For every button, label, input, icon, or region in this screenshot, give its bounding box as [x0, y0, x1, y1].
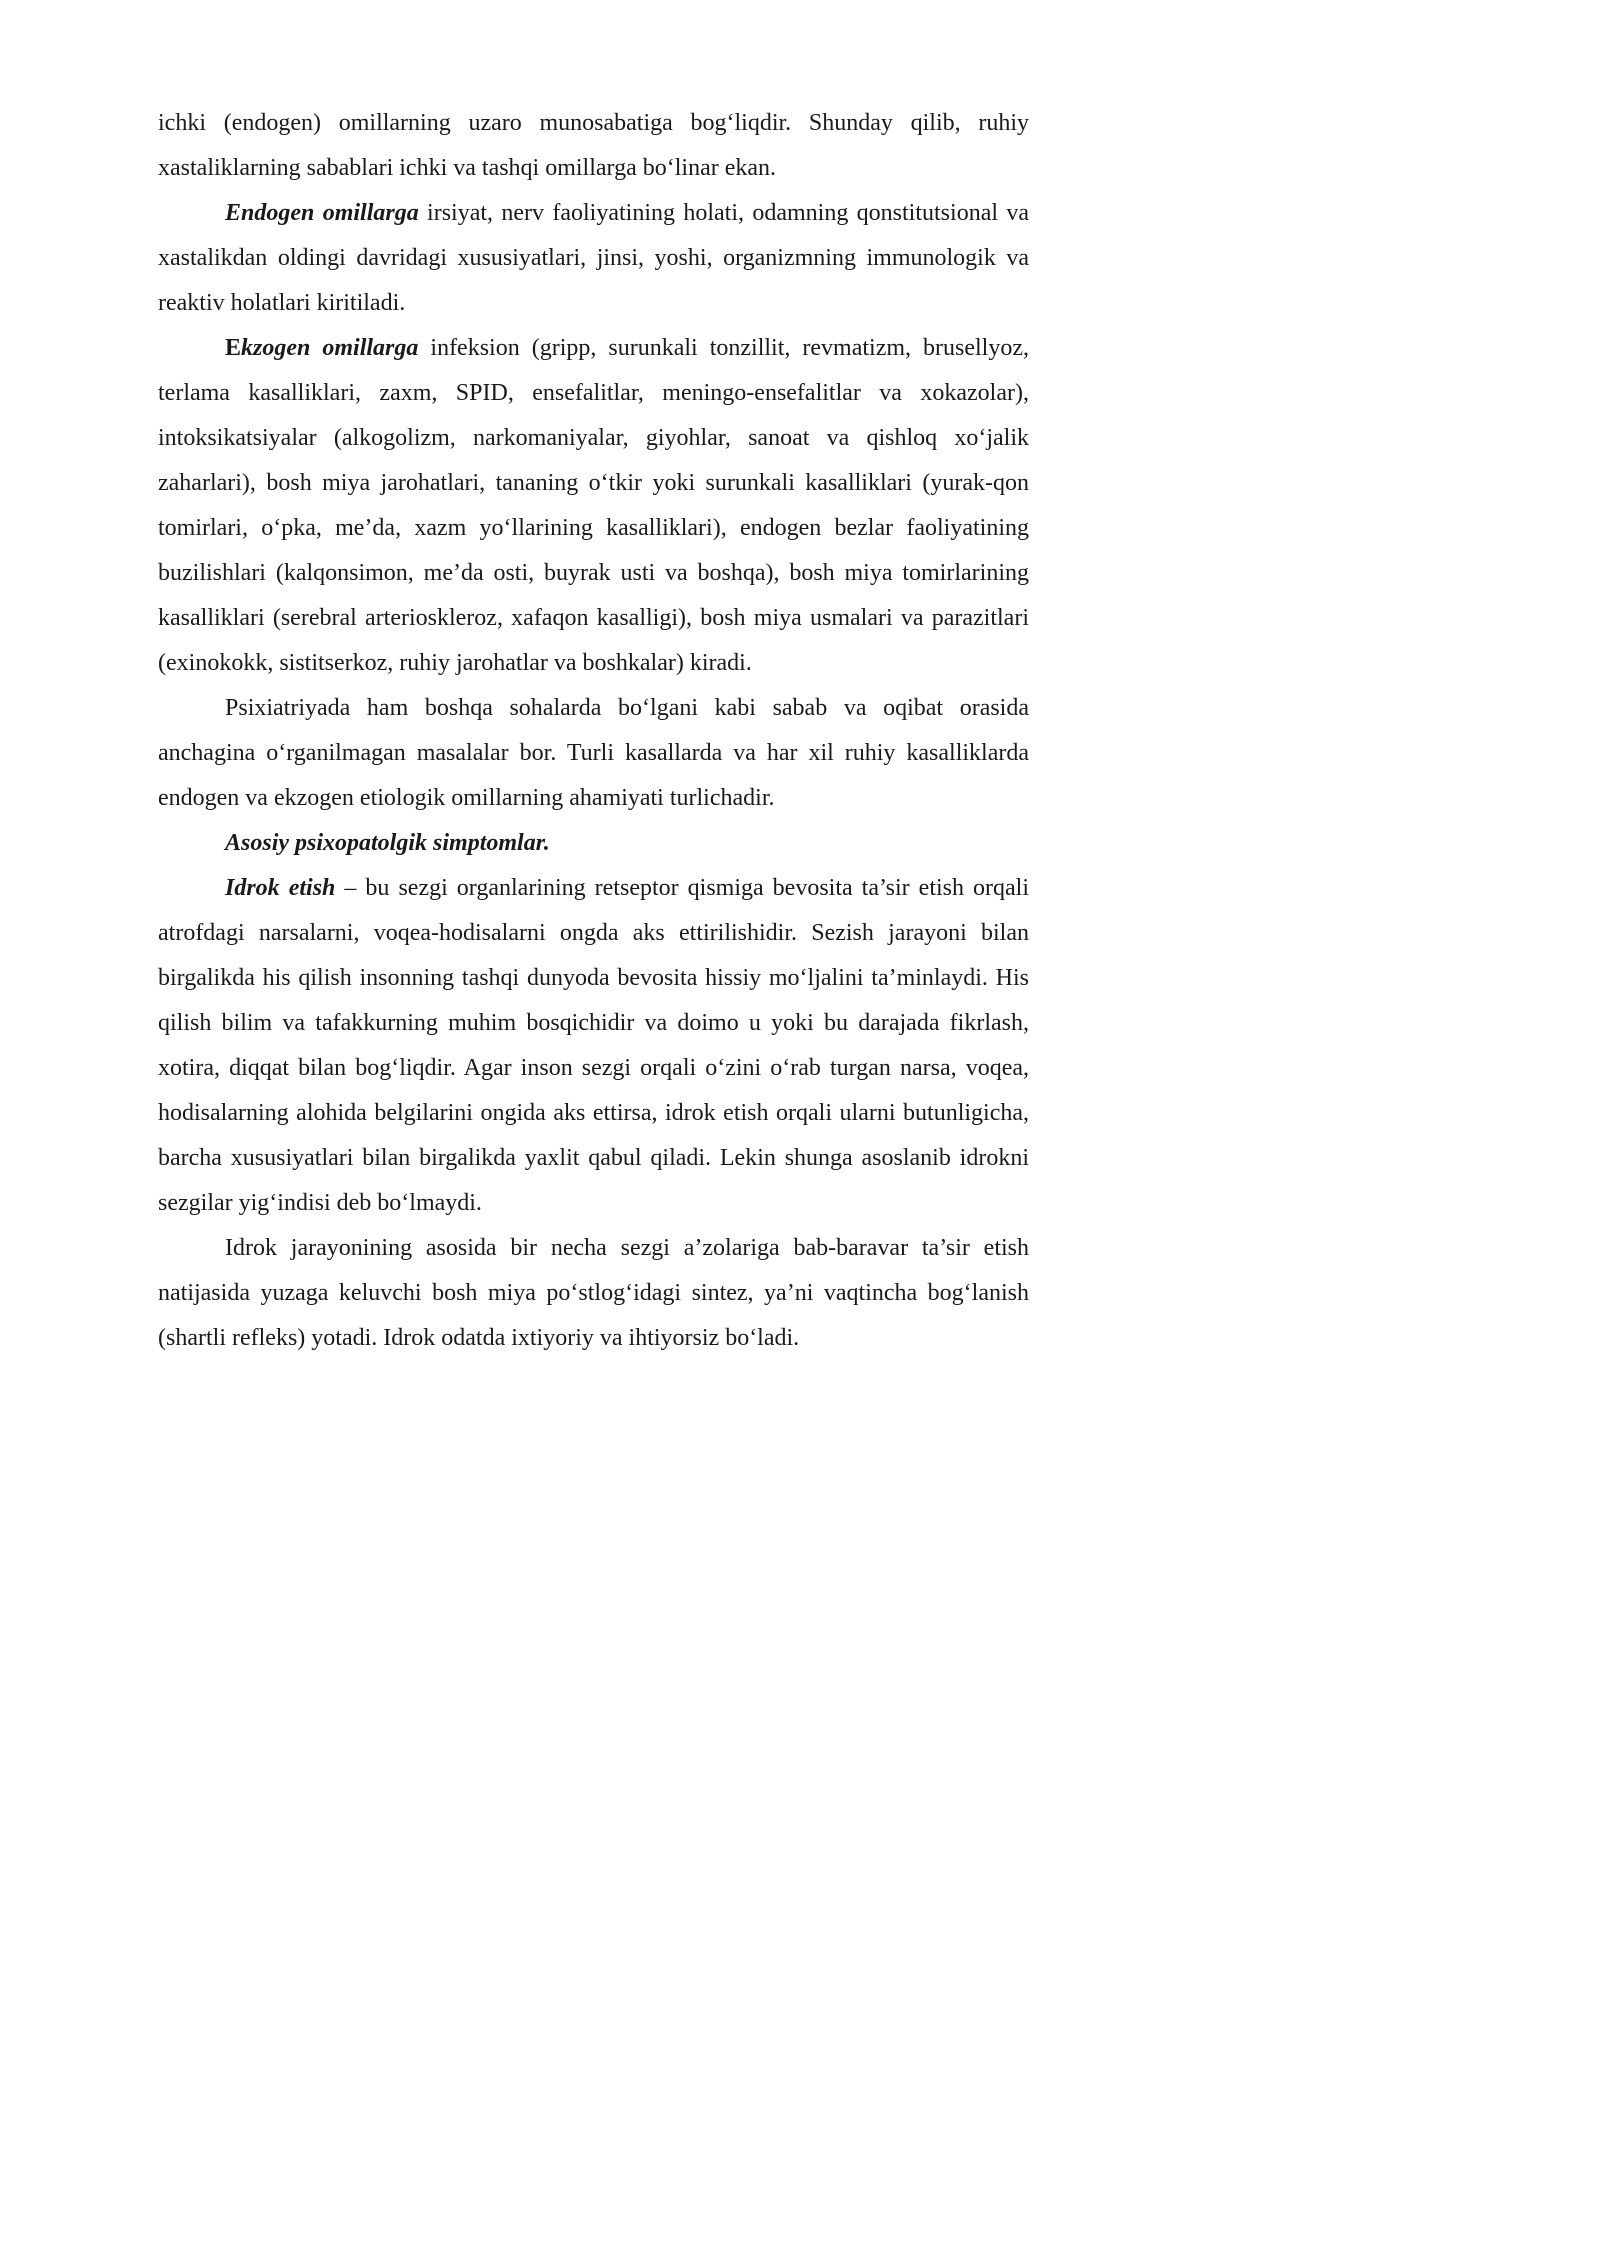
paragraph-idrok-jarayoni — [158, 1226, 1029, 1361]
paragraph-text: Psixiatriyada ham boshqa sohalarda bo‘lgani kabi sabab va oqibat orasida anchagina o‘rganilmagan masalalar bor. Turli kasallarda va har xil ruhiy kasalliklarda endogen va ekzogen etiologik omillarning ahamiyati turlichadir. — [158, 695, 1029, 811]
paragraph-psixiatriya — [158, 686, 1029, 821]
paragraph-continuation — [158, 101, 1029, 191]
heading-asosiy-simptomlar: Asosiy psixopatolgik simptomlar. — [225, 830, 550, 856]
paragraph-ekzogen — [158, 326, 1029, 686]
term-ekzogen-initial: E — [225, 335, 242, 361]
paragraph-text: infeksion (gripp, surunkali tonzillit, revmatizm, brusellyoz, terlama kasalliklari, zaxm, SPID, ensefalitlar, meningo-ensefalitlar va xokazolar), intoksikatsiyalar (alkogolizm, narkomaniyalar, giyohlar, sanoat va qishloq xo‘jalik zaharlari), bosh miya jarohatlari, tananing o‘tkir yoki surunkali kasalliklari (yurak-qon tomirlari, o‘pka, me’da, xazm yo‘llarining kasalliklari), endogen bezlar faoliyatining buzilishlari (kalqonsimon, me’da osti, buyrak usti va boshqa), bosh miya tomirlarining kasalliklari (serebral arterioskleroz, xafaqon kasalligi), bosh miya usmalari va parazitlari (exinokokk, sistitserkoz, ruhiy jarohatlar va boshkalar) kiradi. — [158, 335, 1030, 676]
paragraph-idrok-etish — [158, 866, 1029, 1226]
term-idrok-etish: Idrok etish — [225, 875, 336, 901]
paragraph-text: ichki (endogen) omillarning uzaro munosabatiga bog‘liqdir. Shunday qilib, ruhiy xastaliklarning sabablari ichki va tashqi omillarga bo‘linar ekan. — [158, 110, 1029, 181]
document-page — [158, 101, 1029, 1361]
paragraph-text: Idrok jarayonining asosida bir necha sezgi a’zolariga bab-baravar ta’sir etish natijasida yuzaga keluvchi bosh miya po‘stlog‘idagi sintez, ya’ni vaqtincha bog‘lanish (shartli refleks) yotadi. Idrok odatda ixtiyoriy va ihtiyorsiz bo‘ladi. — [158, 1235, 1029, 1351]
paragraph-text: – bu sezgi organlarining retseptor qismiga bevosita ta’sir etish orqali atrofdagi narsalarni, voqea-hodisalarni ongda aks ettirilishidir. Sezish jarayoni bilan birgalikda his qilish insonning tashqi dunyoda bevosita hissiy mo‘ljalini ta’minlaydi. His qilish bilim va tafakkurning muhim bosqichidir va doimo u yoki bu darajada fikrlash, xotira, diqqat bilan bog‘liqdir. Agar inson sezgi orqali o‘zini o‘rab turgan narsa, voqea, hodisalarning alohida belgilarini ongida aks ettirsa, idrok etish orqali ularni butunligicha, barcha xususiyatlari bilan birgalikda yaxlit qabul qiladi. Lekin shunga asoslanib idrokni sezgilar yig‘indisi deb bo‘lmaydi. — [158, 875, 1029, 1216]
paragraph-endogen — [158, 191, 1029, 326]
paragraph-text: irsiyat, nerv faoliyatining holati, odamning qonstitutsional va xastalikdan oldingi davridagi xususiyatlari, jinsi, yoshi, organizmning immunologik va reaktiv holatlari kiritiladi. — [158, 200, 1030, 316]
term-endogen-omillarga: Endogen omillarga — [225, 200, 419, 226]
section-heading — [158, 821, 1029, 866]
term-ekzogen-omillarga: kzogen omillarga — [241, 335, 419, 361]
